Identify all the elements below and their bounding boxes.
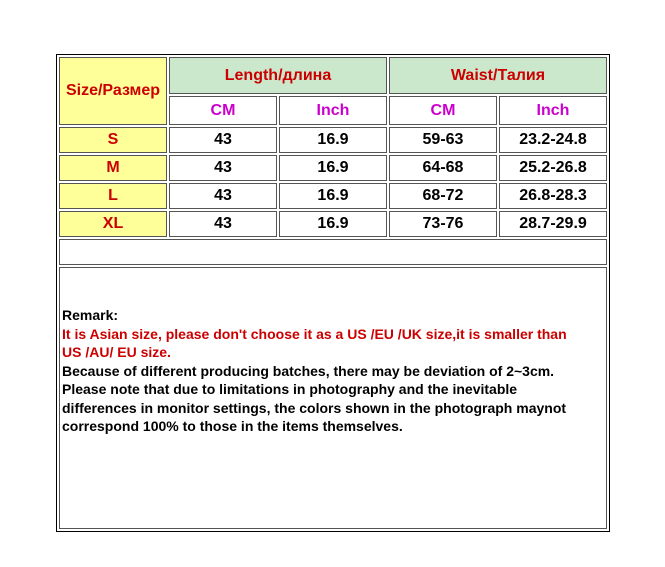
length-cm-value: 43 xyxy=(169,211,277,237)
waist-inch-value: 25.2-26.8 xyxy=(499,155,607,181)
length-cm-value: 43 xyxy=(169,127,277,153)
waist-inch-value: 28.7-29.9 xyxy=(499,211,607,237)
remark-warning-line-2: US /AU/ EU size. xyxy=(62,344,171,360)
header-row xyxy=(59,57,607,94)
remark-note-line-4: correspond 100% to those in the items themselves. xyxy=(62,418,403,434)
blank-cell xyxy=(59,239,607,265)
table-row xyxy=(59,211,607,237)
size-label: L xyxy=(59,183,167,209)
length-inch-unit: Inch xyxy=(279,96,387,125)
remark-cell xyxy=(59,267,607,529)
length-inch-value: 16.9 xyxy=(279,183,387,209)
remark-warning-line-1: It is Asian size, please don't choose it as a US /EU /UK size,it is smaller than xyxy=(62,325,567,342)
length-cm-value: 43 xyxy=(169,155,277,181)
waist-cm-value: 59-63 xyxy=(389,127,497,153)
length-cm-value: 43 xyxy=(169,183,277,209)
waist-inch-unit: Inch xyxy=(499,96,607,125)
length-column-header: Length/длина xyxy=(169,57,387,94)
waist-column-header: Waist/Талия xyxy=(389,57,607,94)
length-cm-unit: CM xyxy=(169,96,277,125)
remark-note-line-1: Because of different producing batches, there may be deviation of 2~3cm. xyxy=(62,362,555,379)
size-column-header: Size/Размер xyxy=(59,57,167,125)
waist-cm-value: 64-68 xyxy=(389,155,497,181)
length-inch-value: 16.9 xyxy=(279,127,387,153)
length-inch-value: 16.9 xyxy=(279,211,387,237)
remark-note-line-2: Please note that due to limitations in photography and the inevitable xyxy=(62,381,518,397)
length-inch-value: 16.9 xyxy=(279,155,387,181)
size-label: S xyxy=(59,127,167,153)
size-label: M xyxy=(59,155,167,181)
table-row xyxy=(59,183,607,209)
remark-note-line-3: differences in monitor settings, the colors shown in the photograph maynot xyxy=(62,399,567,416)
table-row xyxy=(59,127,607,153)
remark-row xyxy=(59,267,607,529)
waist-cm-value: 73-76 xyxy=(389,211,497,237)
size-chart-table xyxy=(56,54,610,532)
waist-inch-value: 26.8-28.3 xyxy=(499,183,607,209)
blank-row xyxy=(59,239,607,265)
remark-title: Remark: xyxy=(62,307,119,323)
waist-cm-unit: CM xyxy=(389,96,497,125)
waist-inch-value: 23.2-24.8 xyxy=(499,127,607,153)
waist-cm-value: 68-72 xyxy=(389,183,497,209)
table-row xyxy=(59,155,607,181)
size-label: XL xyxy=(59,211,167,237)
